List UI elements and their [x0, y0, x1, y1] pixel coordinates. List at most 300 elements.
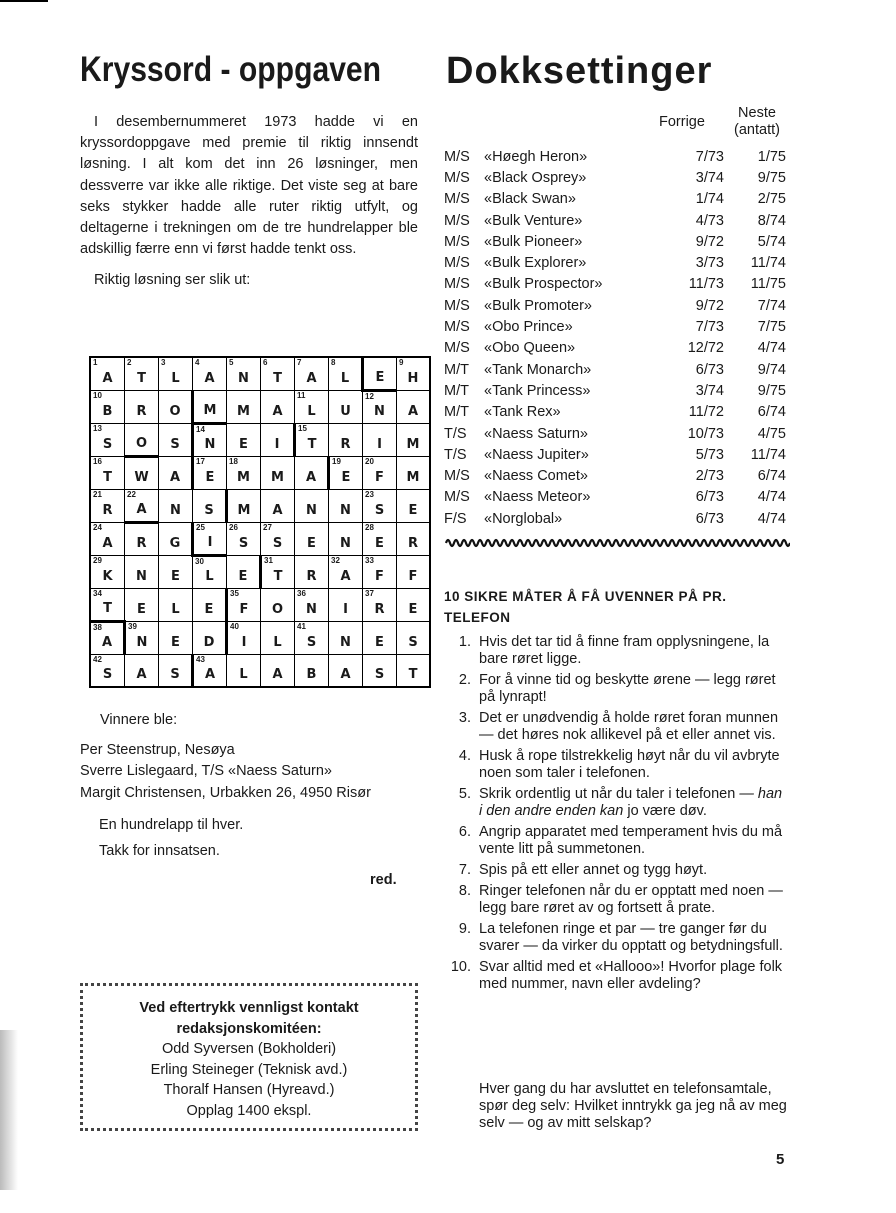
next-docking: 1/75	[757, 148, 786, 165]
cell-letter: F	[375, 470, 384, 485]
clue-number: 43	[196, 655, 205, 664]
grid-cell	[90, 556, 125, 589]
grid-cell	[397, 622, 431, 655]
ship-name: «Naess Jupiter»	[484, 446, 589, 463]
cell-letter: S	[204, 503, 214, 518]
next-docking: 4/74	[757, 489, 786, 506]
previous-docking: 7/73	[695, 319, 724, 336]
winners-section	[80, 710, 371, 804]
clue-number: 39	[128, 622, 137, 631]
clue-number: 20	[365, 457, 374, 466]
grid-cell	[125, 490, 159, 523]
tip-text-italic: — han i den andre enden kan	[479, 786, 783, 819]
cell-letter: L	[273, 635, 282, 650]
winner-3: Margit Christensen, Urbakken 26, 4950 Risør	[80, 784, 371, 801]
cell-letter: A	[101, 635, 113, 650]
cell-letter: L	[307, 404, 316, 419]
grid-cell	[397, 523, 431, 556]
previous-docking: 2/73	[695, 468, 724, 485]
intro-paragraph: I desembernummeret 1973 hadde vi en kryssordoppgave med premie til riktig innsendt løsning. I alt kom det inn 26 løsninger, men dessverre var ikke alle riktige. Det viste seg at bare seks stykker hadde alle ruter riktig utfylt, og deltagerne i trekningen om de tre hundrelapper ble adskillig færre enn vi først hadde tenkt oss.	[80, 114, 418, 258]
grid-cell	[363, 424, 397, 457]
clue-number: 15	[298, 424, 307, 433]
crossword-intro	[80, 112, 418, 300]
grid-cell	[227, 523, 261, 556]
docking-row	[444, 402, 786, 423]
grid-cell	[193, 391, 227, 424]
docking-row	[444, 189, 786, 210]
previous-docking: 6/73	[695, 510, 724, 527]
grid-cell	[90, 655, 125, 688]
grid-cell	[90, 589, 125, 622]
grid-cell	[90, 622, 125, 655]
clue-number: 17	[196, 457, 205, 466]
tip-text: Svar alltid med et «Hallooo»! Hvorfor plage folk med nummer, navn eller avdeling?	[479, 959, 783, 992]
ship-type: M/S	[444, 468, 470, 485]
clue-number: 33	[365, 556, 374, 565]
next-docking: 7/74	[757, 297, 786, 314]
next-docking: 9/75	[757, 169, 786, 186]
cell-letter: E	[204, 602, 214, 617]
docking-title: Dokksettinger	[446, 50, 713, 92]
ship-name: «Bulk Prospector»	[484, 276, 603, 293]
clue-number: 31	[264, 556, 273, 565]
tip-item	[444, 824, 789, 858]
grid-cell	[125, 523, 159, 556]
grid-cell	[261, 523, 295, 556]
grid-cell	[261, 357, 295, 391]
cell-letter: E	[238, 569, 248, 584]
cell-letter: E	[205, 470, 215, 485]
cell-letter: E	[375, 536, 384, 551]
cell-letter: S	[374, 503, 385, 518]
grid-cell	[329, 655, 363, 688]
grid-cell	[227, 391, 261, 424]
grid-cell	[227, 490, 261, 523]
col-header-next-label: Neste	[738, 105, 776, 121]
grid-cell	[397, 490, 431, 523]
next-docking: 4/74	[757, 510, 786, 527]
cell-letter: T	[103, 470, 112, 485]
tip-number: 1.	[458, 634, 471, 650]
grid-cell	[125, 622, 159, 655]
ship-type: M/S	[444, 233, 470, 250]
next-docking: 5/74	[757, 233, 786, 250]
cell-letter: R	[374, 602, 385, 617]
clue-number: 4	[195, 358, 200, 367]
grid-cell	[397, 424, 431, 457]
grid-cell	[159, 424, 193, 457]
cell-letter: M	[203, 403, 217, 418]
cell-letter: F	[375, 569, 384, 584]
next-docking: 6/74	[757, 468, 786, 485]
grid-cell	[125, 391, 159, 424]
clue-number: 18	[229, 457, 238, 466]
cell-letter: N	[340, 503, 351, 518]
grid-cell	[227, 357, 261, 391]
tip-text: Husk å rope tilstrekkelig høyt når du vil avbryte noen som taler i telefonen.	[479, 748, 780, 781]
grid-row	[90, 622, 430, 655]
tip-number: 7.	[458, 862, 471, 878]
grid-cell	[329, 457, 363, 490]
grid-cell	[193, 523, 227, 556]
cell-letter: M	[237, 503, 251, 518]
cell-letter: N	[306, 602, 317, 617]
previous-docking: 4/73	[695, 212, 724, 229]
grid-cell	[193, 556, 227, 589]
grid-cell	[295, 457, 329, 490]
grid-cell	[193, 490, 227, 523]
ship-name: «Black Osprey»	[484, 169, 587, 186]
grid-cell	[90, 391, 125, 424]
grid-cell	[295, 391, 329, 424]
tip-number: 2.	[458, 672, 471, 688]
ship-type: M/S	[444, 191, 470, 208]
clue-number: 27	[263, 523, 272, 532]
grid-cell	[227, 589, 261, 622]
previous-docking: 6/73	[695, 361, 724, 378]
docking-row	[444, 487, 786, 508]
grid-cell	[329, 622, 363, 655]
cell-letter: S	[170, 437, 180, 452]
docking-row	[444, 444, 786, 465]
cell-letter: I	[274, 437, 280, 452]
grid-cell	[193, 357, 227, 391]
grid-cell	[329, 589, 363, 622]
col-header-next	[728, 105, 786, 139]
grid-cell	[295, 490, 329, 523]
previous-docking: 12/72	[687, 340, 724, 357]
grid-row	[90, 523, 430, 556]
grid-cell	[295, 556, 329, 589]
grid-cell	[159, 655, 193, 688]
cell-letter: E	[239, 437, 248, 452]
ship-type: M/S	[444, 255, 470, 272]
grid-cell	[125, 457, 159, 490]
clue-number: 19	[332, 457, 341, 466]
grid-cell	[261, 490, 295, 523]
previous-docking: 9/72	[695, 297, 724, 314]
cell-letter: A	[102, 536, 113, 551]
docking-row	[444, 465, 786, 486]
cell-letter: A	[204, 667, 216, 682]
clue-number: 28	[365, 523, 374, 532]
docking-row	[444, 252, 786, 273]
previous-docking: 5/73	[695, 446, 724, 463]
tip-number: 3.	[458, 710, 471, 726]
signature: red.	[370, 872, 397, 888]
tip-text	[479, 786, 789, 820]
ship-type: T/S	[444, 425, 467, 442]
previous-docking: 1/74	[695, 191, 724, 208]
grid-cell	[397, 457, 431, 490]
cell-letter: R	[407, 536, 418, 551]
winner-2: Sverre Lislegaard, T/S «Naess Saturn»	[80, 763, 333, 779]
thanks-section	[99, 812, 243, 864]
grid-cell	[261, 589, 295, 622]
grid-cell	[159, 391, 193, 424]
clue-number: 42	[93, 655, 102, 664]
grid-cell	[193, 589, 227, 622]
tip-item	[444, 883, 789, 917]
ship-name: «Obo Queen»	[484, 340, 576, 357]
grid-cell	[125, 424, 159, 457]
circulation: Opplag 1400 ekspl.	[186, 1102, 312, 1119]
cell-letter: R	[136, 404, 147, 419]
cell-letter: D	[203, 635, 215, 650]
grid-row	[90, 589, 430, 622]
tip-number: 8.	[458, 883, 471, 899]
previous-docking: 11/73	[688, 276, 724, 293]
cell-letter: N	[136, 635, 148, 650]
top-rule	[0, 0, 48, 2]
cell-letter: M	[406, 437, 420, 452]
grid-row	[90, 424, 430, 457]
cell-letter: E	[171, 635, 180, 650]
winner-1: Per Steenstrup, Nesøya	[80, 741, 235, 758]
next-docking: 8/74	[757, 212, 786, 229]
cell-letter: M	[237, 404, 250, 419]
tips-closing: Hver gang du har avsluttet en telefonsamtale, spør deg selv: Hvilket inntrykk ga jeg nå av meg selv — og av mitt selskap?	[479, 1081, 787, 1131]
cell-letter: N	[340, 536, 351, 551]
grid-cell	[329, 357, 363, 391]
tip-number: 6.	[458, 824, 471, 840]
clue-number: 6	[263, 358, 268, 367]
committee-member: Thoralf Hansen (Hyreavd.)	[163, 1082, 335, 1098]
cell-letter: E	[171, 569, 180, 584]
cell-letter: L	[340, 371, 350, 386]
ship-type: M/S	[444, 489, 470, 506]
cell-letter: S	[408, 635, 418, 650]
tip-text-part: jo være døv.	[623, 803, 707, 819]
docking-row	[444, 167, 786, 188]
grid-cell	[329, 523, 363, 556]
grid-cell	[90, 424, 125, 457]
grid-cell	[159, 457, 193, 490]
cell-letter: E	[375, 635, 384, 650]
tip-item	[444, 921, 789, 955]
cell-letter: A	[136, 667, 147, 682]
grid-cell	[227, 556, 261, 589]
grid-cell	[295, 424, 329, 457]
ship-type: M/S	[444, 212, 470, 229]
grid-cell	[261, 655, 295, 688]
clue-number: 26	[229, 523, 238, 532]
tip-number: 9.	[458, 921, 471, 937]
cell-letter: A	[102, 371, 113, 386]
docking-row	[444, 338, 786, 359]
grid-row	[90, 457, 430, 490]
cell-letter: I	[241, 635, 247, 650]
cell-letter: M	[271, 470, 284, 485]
thanks-text: Takk for innsatsen.	[99, 843, 220, 859]
clue-number: 25	[196, 523, 205, 532]
cell-letter: N	[170, 503, 181, 518]
ship-name: «Black Swan»	[484, 191, 576, 208]
previous-docking: 11/72	[688, 404, 724, 421]
grid-cell	[363, 391, 397, 424]
page-number: 5	[776, 1151, 785, 1168]
cell-letter: F	[239, 602, 249, 617]
cell-letter: L	[171, 602, 180, 617]
docking-table	[444, 146, 786, 529]
grid-cell	[159, 490, 193, 523]
grid-cell	[261, 457, 295, 490]
cell-letter: N	[204, 437, 216, 452]
clue-number: 29	[93, 556, 102, 565]
cell-letter: L	[239, 667, 248, 682]
ship-type: M/T	[444, 382, 469, 399]
grid-cell	[363, 457, 397, 490]
ship-type: M/S	[444, 169, 470, 186]
clue-number: 36	[297, 589, 306, 598]
ship-name: «Bulk Explorer»	[484, 255, 587, 272]
grid-cell	[90, 523, 125, 556]
grid-cell	[363, 490, 397, 523]
grid-cell	[363, 655, 397, 688]
next-docking: 11/75	[750, 276, 786, 293]
grid-row	[90, 490, 430, 523]
ship-name: «Norglobal»	[484, 510, 563, 527]
cell-letter: U	[340, 404, 351, 419]
cell-letter: S	[238, 536, 249, 551]
cell-letter: E	[408, 602, 418, 617]
grid-cell	[90, 490, 125, 523]
tip-item	[444, 748, 789, 782]
tip-text: Angrip apparatet med temperament hvis du må vente litt på summetonen.	[479, 824, 783, 857]
cell-letter: S	[102, 667, 113, 682]
ship-name: «Tank Monarch»	[484, 361, 592, 378]
tip-item	[444, 710, 789, 744]
clue-number: 14	[196, 425, 205, 434]
grid-cell	[397, 556, 431, 589]
clue-number: 34	[93, 589, 102, 598]
grid-cell	[227, 457, 261, 490]
cell-letter: O	[271, 602, 284, 617]
next-docking: 6/74	[757, 404, 786, 421]
clue-number: 21	[93, 490, 102, 499]
grid-cell	[193, 424, 227, 457]
cell-letter: A	[169, 470, 181, 485]
ship-type: M/T	[444, 361, 469, 378]
next-docking: 11/74	[750, 255, 786, 272]
ship-name: «Tank Princess»	[484, 382, 591, 399]
grid-cell	[363, 556, 397, 589]
cell-letter: S	[306, 635, 317, 650]
grid-cell	[363, 589, 397, 622]
cell-letter: F	[408, 569, 418, 584]
cell-letter: E	[307, 536, 316, 551]
tip-text: Det er unødvendig å holde røret foran munnen — det høres nok allikevel på et eller annet vis.	[479, 710, 779, 743]
next-docking: 7/75	[757, 319, 786, 336]
cell-letter: M	[406, 470, 420, 485]
cell-letter: T	[137, 371, 146, 386]
tip-item	[444, 786, 789, 820]
cell-letter: A	[305, 470, 317, 485]
grid-cell	[295, 523, 329, 556]
grid-cell	[159, 556, 193, 589]
clue-number: 38	[93, 623, 102, 632]
next-docking: 2/75	[757, 191, 786, 208]
tip-text: Spis på ett eller annet og tygg høyt.	[479, 862, 708, 878]
docking-row	[444, 423, 786, 444]
ship-type: M/T	[444, 404, 469, 421]
clue-number: 1	[93, 358, 98, 367]
clue-number: 13	[93, 424, 102, 433]
cell-letter: O	[135, 436, 148, 451]
docking-row	[444, 508, 786, 529]
tip-number: 10.	[450, 959, 471, 975]
tip-item	[444, 634, 789, 668]
clue-number: 32	[331, 556, 340, 565]
grid-cell	[329, 391, 363, 424]
previous-docking: 3/74	[695, 382, 724, 399]
tip-text: Ringer telefonen når du er opptatt med noen — legg bare røret av og fortsett å prate.	[479, 883, 783, 916]
cell-letter: S	[374, 667, 385, 682]
cell-letter: S	[170, 667, 180, 682]
tip-number: 4.	[458, 748, 471, 764]
cell-letter: E	[375, 370, 385, 385]
reprint-line-1: Ved eftertrykk vennligst kontakt	[139, 1000, 359, 1016]
grid-cell	[261, 391, 295, 424]
cell-letter: A	[340, 569, 351, 584]
previous-docking: 10/73	[687, 425, 724, 442]
cell-letter: A	[272, 667, 283, 682]
grid-cell	[90, 357, 125, 391]
cell-letter: I	[207, 535, 213, 550]
tip-text: For å vinne tid og beskytte ørene — legg røret på lynrapt!	[479, 672, 776, 705]
grid-cell	[397, 655, 431, 688]
previous-docking: 6/73	[695, 489, 724, 506]
cell-letter: R	[306, 569, 317, 584]
grid-cell	[193, 655, 227, 688]
grid-cell	[261, 424, 295, 457]
grid-row	[90, 556, 430, 589]
ship-type: M/S	[444, 276, 470, 293]
grid-cell	[125, 589, 159, 622]
cell-letter: A	[306, 371, 317, 386]
winners-heading: Vinnere ble:	[100, 712, 178, 728]
committee-member: Odd Syversen (Bokholderi)	[161, 1041, 337, 1057]
grid-cell	[125, 655, 159, 688]
tip-text: Hvis det tar tid å finne fram opplysningene, la bare røret ligge.	[479, 634, 770, 667]
cell-letter: R	[340, 437, 351, 452]
grid-cell	[397, 589, 431, 622]
cell-letter: T	[273, 569, 283, 584]
crossword-grid	[89, 356, 431, 688]
ship-name: «Naess Comet»	[484, 468, 588, 485]
next-docking: 9/74	[757, 361, 786, 378]
clue-number: 2	[127, 358, 132, 367]
ship-name: «Naess Saturn»	[484, 425, 588, 442]
ship-type: M/S	[444, 297, 470, 314]
clue-number: 22	[127, 490, 136, 499]
cell-letter: N	[340, 635, 351, 650]
previous-docking: 7/73	[695, 148, 724, 165]
cell-letter: I	[377, 437, 382, 452]
next-docking: 9/75	[757, 382, 786, 399]
clue-number: 12	[365, 392, 374, 401]
grid-cell	[295, 655, 329, 688]
cell-letter: M	[237, 470, 250, 485]
cell-letter: N	[238, 371, 249, 386]
scan-shadow	[0, 1030, 18, 1190]
clue-number: 37	[365, 589, 374, 598]
tip-item	[444, 959, 789, 993]
previous-docking: 3/74	[695, 169, 724, 186]
tip-text: La telefonen ringe et par — tre ganger før du svarer — da virker du opptatt og betydningsfull.	[479, 921, 783, 954]
cell-letter: A	[272, 503, 283, 518]
cell-letter: K	[102, 569, 113, 584]
